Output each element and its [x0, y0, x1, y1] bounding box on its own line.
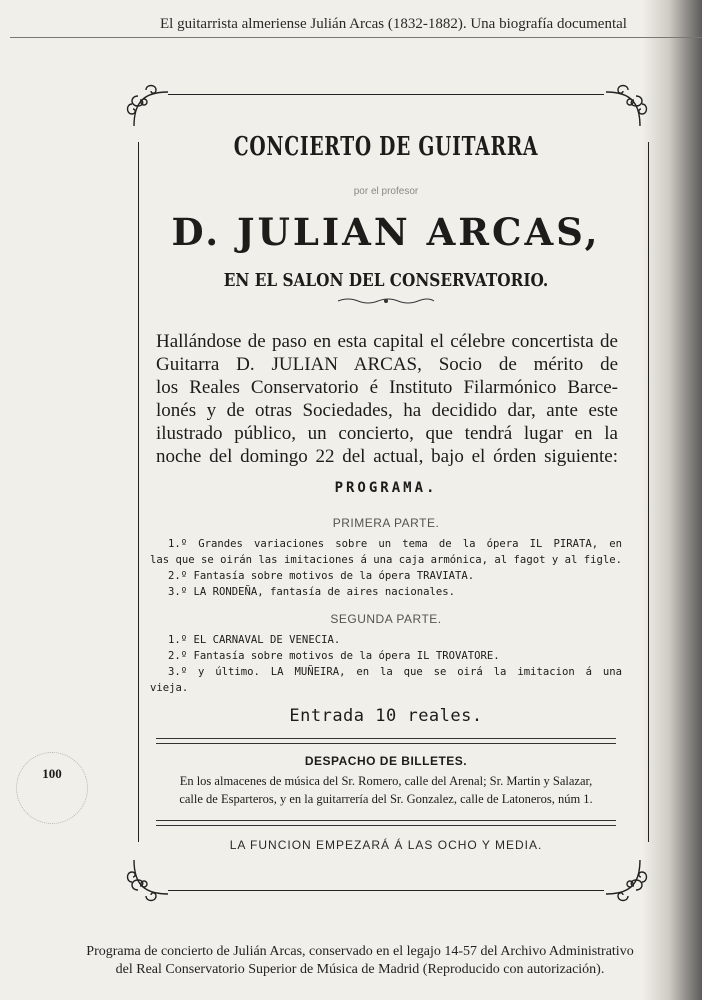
double-rule-lower: [156, 820, 616, 826]
intro-line: Hallándose de paso en esta capital el célebre concertista de: [156, 331, 618, 352]
program-item: 2.º Fantasía sobre motivos de la ópera IL TROVATORE.: [168, 650, 500, 662]
figure-caption-line: Programa de concierto de Julián Arcas, conservado en el legajo 14-57 del Archivo Administrativo: [86, 944, 634, 959]
intro-line: ilustrado público, un concierto, que tendrá lugar en la: [156, 423, 618, 444]
program-item: 1.º Grandes variaciones sobre un tema de la ópera IL PIRATA, en: [168, 538, 622, 550]
part-one-heading: PRIMERA PARTE.: [332, 516, 440, 530]
corner-ornament-bottom-right-icon: [596, 850, 650, 904]
part-two-list: [150, 632, 622, 696]
corner-ornament-top-right-icon: [596, 82, 650, 136]
poster-title: CONCIERTO DE GUITARRA: [233, 132, 539, 162]
page-number: [16, 752, 88, 824]
program-heading: PROGRAMA.: [334, 480, 438, 496]
venue-heading: EN EL SALON DEL CONSERVATORIO.: [223, 270, 549, 291]
corner-ornament-top-left-icon: [124, 82, 178, 136]
frame-bottom-rule: [168, 890, 604, 891]
intro-line: Guitarra D. JULIAN ARCAS, Socio de mérito de: [156, 354, 618, 375]
concert-poster: [122, 82, 650, 904]
intro-line: lonés y de otras Sociedades, ha decidido dar, ante este: [156, 400, 618, 421]
performer-name: D. JULIAN ARCAS,: [171, 210, 601, 254]
intro-line: noche del domingo 22 del actual, bajo el órden siguiente:: [156, 446, 618, 467]
part-two-heading: SEGUNDA PARTE.: [330, 612, 442, 626]
admission-price: Entrada 10 reales.: [289, 706, 483, 726]
frame-top-rule: [168, 94, 604, 95]
part-one-list: [150, 536, 622, 600]
program-item: vieja.: [150, 682, 189, 694]
figure-caption-line: del Real Conservatorio Superior de Música de Madrid (Reproducido con autorización).: [115, 962, 605, 977]
intro-line: los Reales Conservatorio é Instituto Filarmónico Barce-: [156, 377, 618, 398]
page-edge-shadow: [642, 0, 702, 1000]
program-item: las que se oirán las imitaciones á una caja armónica, al fagot y al figle.: [150, 554, 622, 566]
double-rule-upper: [156, 738, 616, 744]
program-item: 3.º y último. LA MUÑEIRA, en la que se oirá la imitacion á una: [168, 666, 622, 678]
poster-subtitle: por el profesor: [353, 186, 419, 197]
corner-ornament-bottom-left-icon: [124, 850, 178, 904]
ticket-office-heading: DESPACHO DE BILLETES.: [304, 754, 468, 768]
start-time-notice: LA FUNCION EMPEZARÁ Á LAS OCHO Y MEDIA.: [229, 838, 543, 852]
running-header: El guitarrista almeriense Julián Arcas (1832-1882). Una biografía documental: [160, 16, 627, 32]
ticket-office-line: En los almacenes de música del Sr. Romero, calle del Arenal; Sr. Martin y Salazar,: [179, 774, 593, 788]
divider-flourish-icon: [336, 296, 436, 306]
intro-paragraph: [156, 330, 618, 468]
program-item: 2.º Fantasía sobre motivos de la ópera TRAVIATA.: [168, 570, 475, 582]
program-item: 1.º EL CARNAVAL DE VENECIA.: [168, 634, 341, 646]
ticket-office-line: calle de Esparteros, y en la guitarrería del Sr. Gonzalez, calle de Latoneros, núm 1.: [179, 792, 593, 806]
program-item: 3.º LA RONDEÑA, fantasía de aires nacionales.: [168, 586, 456, 598]
page-number-text: 100: [42, 766, 62, 781]
header-rule: [10, 37, 702, 38]
